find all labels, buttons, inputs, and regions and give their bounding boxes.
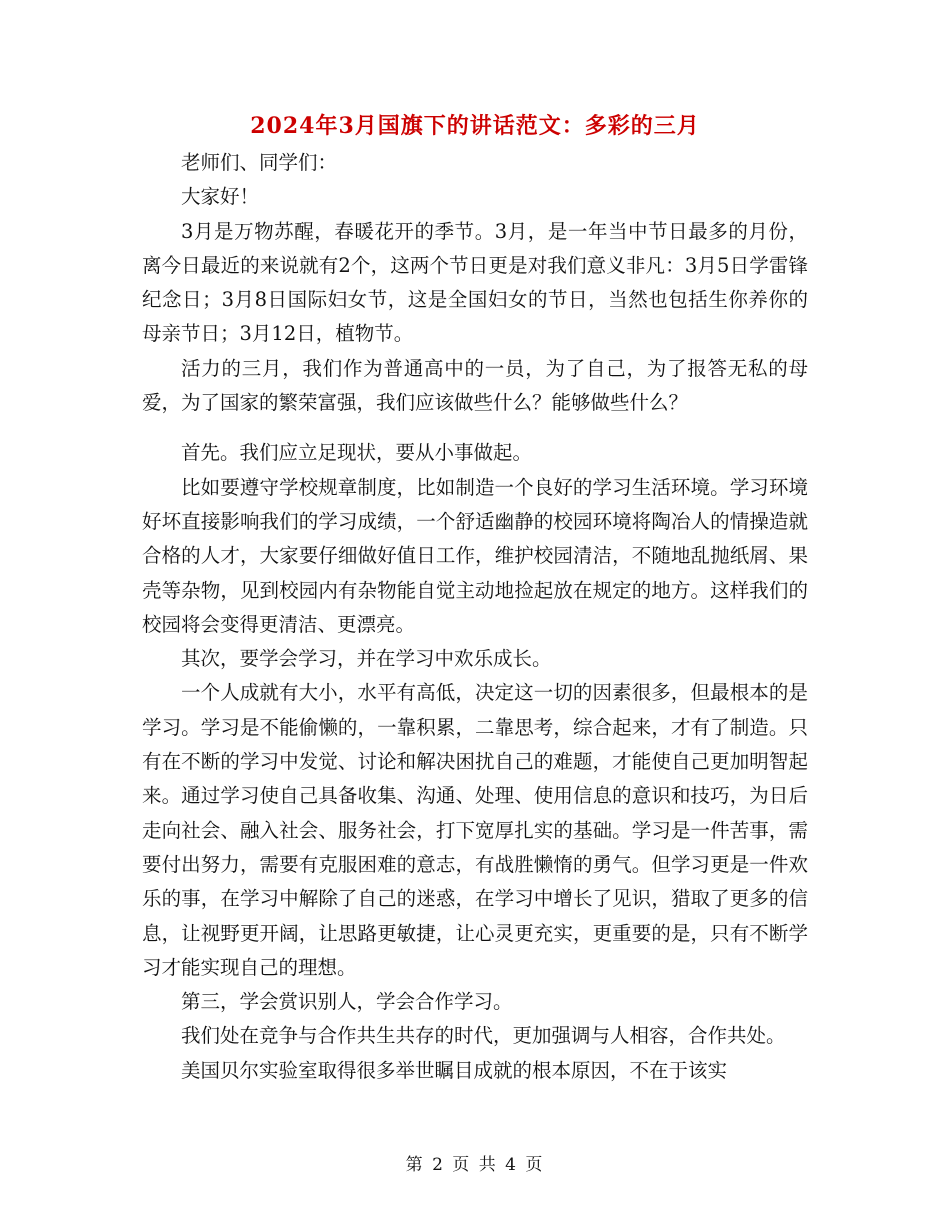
paragraph: 一个人成就有大小，水平有高低，决定这一切的因素很多，但最根本的是学习。学习是不能偷懒的，一靠积累，二靠思考，综合起来，才有了制造。只有在不断的学习中发觉、讨论和解决困扰自己的难题，才能使自己更加明智起来。通过学习使自己具备收集、沟通、处理、使用信息的意识和技巧，为日后走向社会、融入社会、服务社会，打下宽厚扎实的基础。学习是一件苦事，需要付出努力，需要有克服困难的意志，有战胜懒惰的勇气。但学习更是一件欢乐的事，在学习中解除了自己的迷惑，在学习中增长了见识，猎取了更多的信息，让视野更开阔，让思路更敏捷，让心灵更充实，更重要的是，只有不断学习才能实现自己的理想。	[142, 681, 808, 979]
paragraph-heading-first: 首先。我们应立足现状，要从小事做起。	[181, 441, 533, 465]
paragraph-heading-second: 其次，要学会学习，并在学习中欢乐成长。	[181, 647, 552, 671]
paragraph-greeting: 大家好！	[181, 185, 260, 209]
paragraph: 活力的三月，我们作为普通高中的一员，为了自己，为了报答无私的母爱，为了国家的繁荣富强，我们应该做些什么？能够做些什么？	[142, 356, 808, 415]
paragraph: 比如要遵守学校规章制度，比如制造一个良好的学习生活环境。学习环境好坏直接影响我们的学习成绩，一个舒适幽静的校园环境将陶冶人的情操造就合格的人才，大家要仔细做好值日工作，维护校园清洁，不随地乱抛纸屑、果壳等杂物，见到校园内有杂物能自觉主动地捡起放在规定的地方。这样我们的校园将会变得更清洁、更漂亮。	[142, 475, 808, 636]
paragraph: 3月是万物苏醒，春暖花开的季节。3月，是一年当中节日最多的月份，离今日最近的来说就有2个，这两个节日更是对我们意义非凡：3月5日学雷锋纪念日；3月8日国际妇女节，这是全国妇女的节日，当然也包括生你养你的母亲节日；3月12日，植物节。	[142, 219, 808, 346]
document-title: 2024年3月国旗下的讲话范文：多彩的三月	[250, 113, 700, 139]
paragraph-heading-third: 第三，学会赏识别人，学会合作学习。	[181, 990, 513, 1014]
paragraph: 我们处在竞争与合作共生共存的时代，更加强调与人相容，合作共处。	[181, 1024, 786, 1048]
page-footer: 第 2 页 共 4 页	[405, 1155, 545, 1175]
document-body	[142, 146, 808, 1088]
paragraph-salutation: 老师们、同学们：	[181, 151, 338, 174]
paragraph: 美国贝尔实验室取得很多举世瞩目成就的根本原因，不在于该实	[181, 1058, 728, 1082]
